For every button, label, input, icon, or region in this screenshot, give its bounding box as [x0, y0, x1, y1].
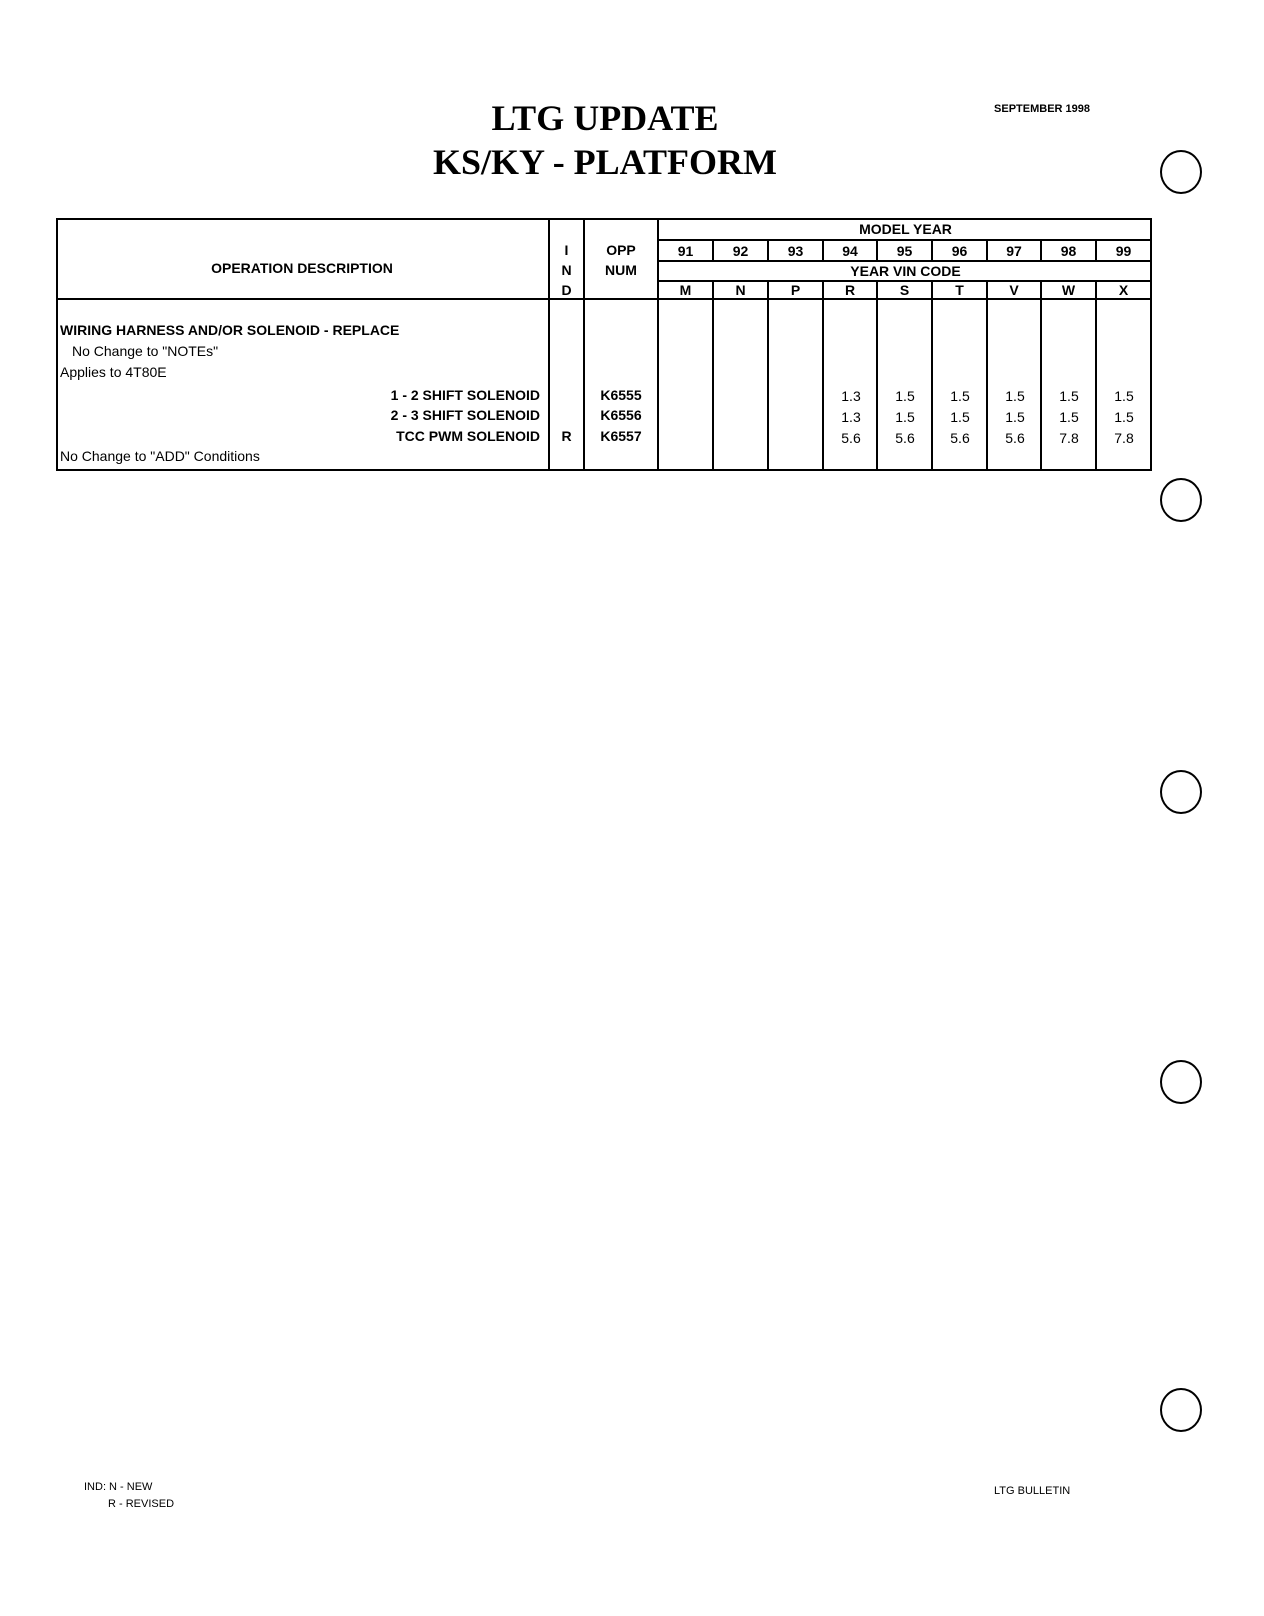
vin-code-header: YEAR VIN CODE: [850, 263, 961, 279]
operation-description-header: OPERATION DESCRIPTION: [211, 260, 393, 276]
section-applies: Applies to 4T80E: [60, 364, 167, 380]
year-label: 96: [951, 243, 968, 259]
ind-header-d: D: [561, 282, 572, 298]
vin-code: P: [790, 282, 801, 298]
row-label: 1 - 2 SHIFT SOLENOID: [390, 387, 540, 403]
labor-time: 1.5: [1005, 388, 1025, 404]
row-label: TCC PWM SOLENOID: [396, 428, 540, 444]
num-header: NUM: [605, 262, 637, 278]
punch-hole: [1160, 1060, 1202, 1104]
year-label: 93: [787, 243, 804, 259]
year-label: 92: [732, 243, 749, 259]
year-label: 94: [842, 243, 858, 259]
row-opp: K6556: [600, 407, 642, 423]
labor-time: 1.5: [1059, 409, 1079, 425]
section-title: WIRING HARNESS AND/OR SOLENOID - REPLACE: [60, 322, 400, 338]
labor-time: 5.6: [1005, 430, 1025, 446]
vin-code: R: [844, 282, 856, 298]
labor-time: 7.8: [1059, 430, 1079, 446]
section-note: No Change to "NOTEs": [72, 343, 219, 359]
opp-header: OPP: [606, 242, 636, 258]
section-footer-note: No Change to "ADD" Conditions: [60, 448, 260, 464]
issue-date: SEPTEMBER 1998: [994, 103, 1090, 115]
vin-code: M: [679, 282, 692, 298]
vin-code: S: [899, 282, 910, 298]
year-label: 97: [1006, 243, 1022, 259]
vin-code: W: [1061, 282, 1076, 298]
year-label: 99: [1115, 243, 1132, 259]
row-opp: K6557: [600, 428, 642, 444]
punch-hole: [1160, 1388, 1202, 1432]
vin-code: V: [1009, 282, 1019, 298]
bulletin-label: LTG BULLETIN: [994, 1485, 1071, 1497]
labor-time: 1.5: [1059, 388, 1079, 404]
labor-time: 1.5: [895, 388, 915, 404]
labor-time: 1.5: [1005, 409, 1025, 425]
punch-hole: [1160, 478, 1202, 522]
year-label: 91: [677, 243, 694, 259]
divider: [767, 280, 769, 471]
ind-legend-revised: R - REVISED: [108, 1498, 175, 1510]
labor-time: 1.3: [841, 388, 861, 404]
vin-code: T: [955, 282, 964, 298]
labor-time: 1.5: [1114, 409, 1134, 425]
labor-time: 1.5: [950, 409, 970, 425]
row-label: 2 - 3 SHIFT SOLENOID: [390, 407, 540, 423]
row-opp: K6555: [600, 387, 642, 403]
ind-header-n: N: [561, 262, 572, 278]
page-subtitle: KS/KY - PLATFORM: [433, 142, 777, 182]
labor-time: 1.3: [841, 409, 861, 425]
labor-time: 5.6: [895, 430, 915, 446]
labor-time: 1.5: [895, 409, 915, 425]
ind-header-i: I: [564, 242, 569, 258]
punch-hole: [1160, 150, 1202, 194]
row-ind: R: [561, 428, 572, 444]
vin-code: N: [735, 282, 746, 298]
year-label: 98: [1060, 243, 1077, 259]
labor-time: 7.8: [1114, 430, 1134, 446]
labor-time: 5.6: [841, 430, 861, 446]
year-label: 95: [896, 243, 913, 259]
divider: [712, 280, 714, 471]
model-year-header: MODEL YEAR: [859, 221, 952, 237]
vin-code: X: [1118, 282, 1129, 298]
labor-time: 1.5: [1114, 388, 1134, 404]
punch-hole: [1160, 770, 1202, 814]
ind-legend-new: IND: N - NEW: [84, 1481, 153, 1493]
labor-time: 1.5: [950, 388, 970, 404]
labor-time: 5.6: [950, 430, 970, 446]
page-title: LTG UPDATE: [491, 98, 719, 138]
